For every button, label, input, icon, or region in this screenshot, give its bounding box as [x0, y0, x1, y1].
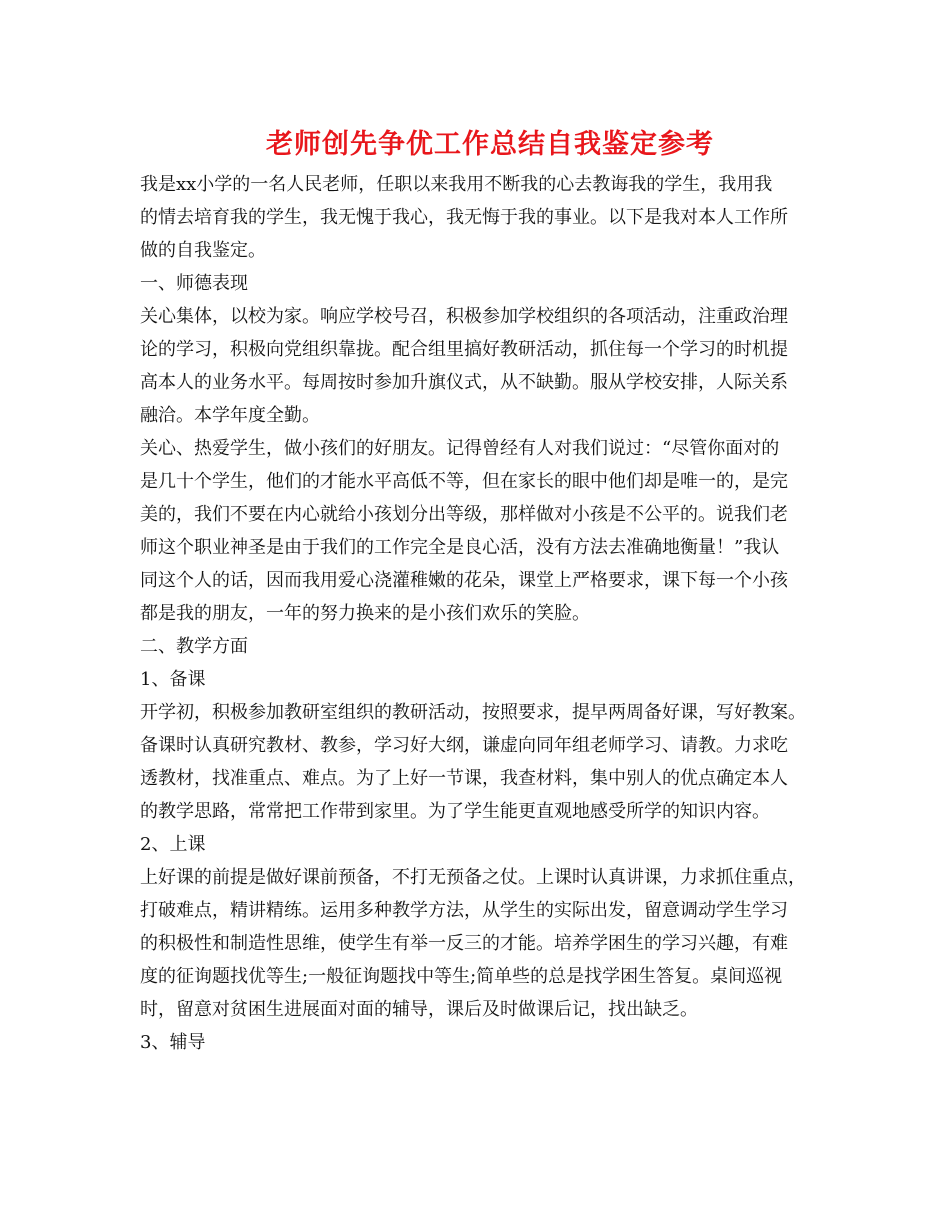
paragraph-line: 美的，我们不要在内心就给小孩划分出等级，那样做对小孩是不公平的。说我们老: [140, 504, 788, 525]
section-heading: 一、师德表现: [140, 273, 248, 294]
paragraph-line: 备课时认真研究教材、教参，学习好大纲，谦虚向同年组老师学习、请教。力求吃: [140, 735, 788, 756]
document-title: 老师创先争优工作总结自我鉴定参考: [266, 129, 714, 160]
paragraph-line: 高本人的业务水平。每周按时参加升旗仪式，从不缺勤。服从学校安排，人际关系: [140, 372, 788, 393]
document-page: [140, 122, 840, 1059]
paragraph-line: 的教学思路，常常把工作带到家里。为了学生能更直观地感受所学的知识内容。: [140, 801, 770, 822]
paragraph-line: 做的自我鉴定。: [140, 240, 266, 261]
paragraph-line: 透教材，找准重点、难点。为了上好一节课，我查材料，集中别人的优点确定本人: [140, 768, 788, 789]
paragraph-line: 都是我的朋友，一年的努力换来的是小孩们欢乐的笑脸。: [140, 603, 590, 624]
paragraph-line: 论的学习，积极向党组织靠拢。配合组里搞好教研活动，抓住每一个学习的时机提: [140, 339, 788, 360]
section-heading: 二、教学方面: [140, 636, 248, 657]
paragraph-line: 融洽。本学年度全勤。: [140, 405, 320, 426]
paragraph-line: 的情去培育我的学生，我无愧于我心，我无悔于我的事业。以下是我对本人工作所: [140, 207, 788, 228]
subsection-heading: 1、备课: [140, 669, 206, 690]
paragraph-line: 关心集体，以校为家。响应学校号召，积极参加学校组织的各项活动，注重政治理: [140, 306, 788, 327]
paragraph-line: 度的征询题找优等生;一般征询题找中等生;简单些的总是找学困生答复。桌间巡视: [140, 966, 783, 987]
paragraph-line: 我是xx小学的一名人民老师，任职以来我用不断我的心去教诲我的学生，我用我: [140, 174, 773, 195]
paragraph-line: 时，留意对贫困生进展面对面的辅导，课后及时做课后记，找出缺乏。: [140, 999, 698, 1020]
subsection-heading: 3、辅导: [140, 1032, 206, 1053]
paragraph-line: 的积极性和制造性思维，使学生有举一反三的才能。培养学困生的学习兴趣，有难: [140, 933, 788, 954]
paragraph-line: 关心、热爱学生，做小孩们的好朋友。记得曾经有人对我们说过：“尽管你面对的: [140, 438, 780, 459]
paragraph-line: 师这个职业神圣是由于我们的工作完全是良心活，没有方法去准确地衡量！”我认: [140, 537, 780, 558]
paragraph-line: 打破难点，精讲精练。运用多种教学方法，从学生的实际出发，留意调动学生学习: [140, 900, 788, 921]
subsection-heading: 2、上课: [140, 834, 206, 855]
paragraph-line: 开学初，积极参加教研室组织的教研活动，按照要求，提早两周备好课，写好教案。: [140, 702, 806, 723]
paragraph-line: 是几十个学生，他们的才能水平高低不等，但在家长的眼中他们却是唯一的，是完: [140, 471, 788, 492]
paragraph-line: 同这个人的话，因而我用爱心浇灌稚嫩的花朵，课堂上严格要求，课下每一个小孩: [140, 570, 788, 591]
document-body: [140, 168, 840, 1059]
paragraph-line: 上好课的前提是做好课前预备，不打无预备之仗。上课时认真讲课，力求抓住重点，: [140, 867, 806, 888]
